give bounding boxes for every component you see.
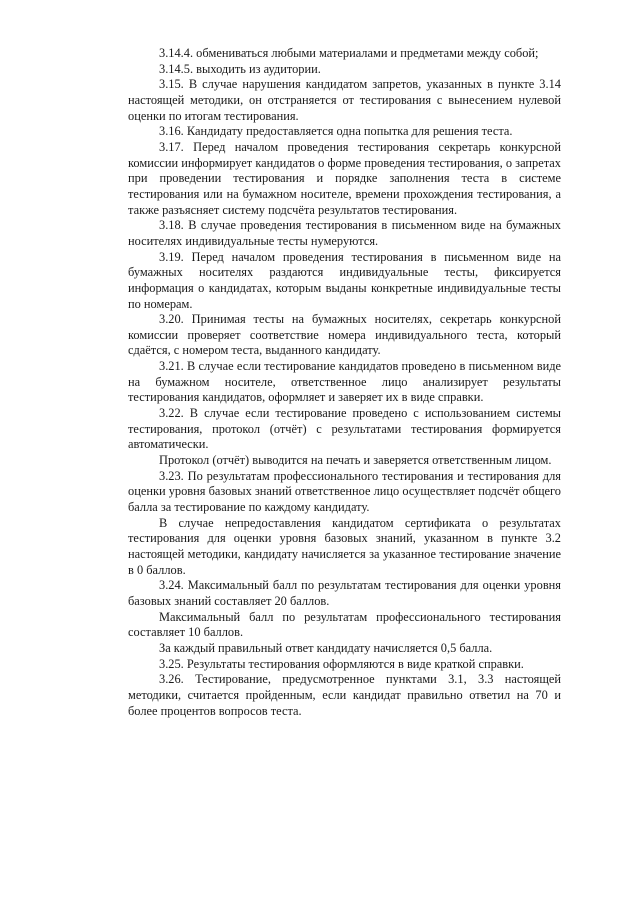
paragraph-3-22: 3.22. В случае если тестирование проведено с использованием системы тестирования, протокол (отчёт) с результатами тестирования формируется автоматически. [128,406,561,452]
paragraph-3-14-5: 3.14.5. выходить из аудитории. [159,61,321,76]
document-body [128,46,561,719]
paragraph-max-professional-score: Максимальный балл по результатам профессионального тестирования составляет 10 баллов. [128,609,561,640]
paragraph-3-25: 3.25. Результаты тестирования оформляются в виде краткой справки. [159,656,524,671]
paragraph-3-21: 3.21. В случае если тестирование кандидатов проведено в письменном виде на бумажном носителе, ответственное лицо анализирует результаты тестирования кандидатов, оформляет и заверяет их в виде справки. [128,359,561,405]
paragraph-3-17: 3.17. Перед началом проведения тестирования секретарь конкурсной комиссии информирует кандидатов о форме проведения тестирования, о запретах при проведении тестирования и порядке заполнения теста в системе тестирования или на бумажном носителе, времени прохождения тестирования, а также разъясняет систему подсчёта результатов тестирования. [128,139,561,217]
paragraph-3-14-4: 3.14.4. обмениваться любыми материалами и предметами между собой; [159,46,539,60]
paragraph-3-24: 3.24. Максимальный балл по результатам тестирования для оценки уровня базовых знаний составляет 20 баллов. [128,578,561,608]
paragraph-3-23: 3.23. По результатам профессионального тестирования и тестирования для оценки уровня базовых знаний ответственное лицо осуществляет подсчёт общего балла за тестирование по каждому кандидату. [128,468,561,515]
paragraph-certificate-absent: В случае непредоставления кандидатом сертификата о результатах тестирования для оценки уровня базовых знаний, указанном в пункте 3.2 настоящей методики, кандидату начисляется за указанное тестирование значение в 0 баллов. [128,515,561,577]
paragraph-protocol-print: Протокол (отчёт) выводится на печать и заверяется ответственным лицом. [159,453,552,468]
paragraph-points-per-answer: За каждый правильный ответ кандидату начисляется 0,5 балла. [159,640,493,655]
paragraph-3-20: 3.20. Принимая тесты на бумажных носителях, секретарь конкурсной комиссии проверяет соответствие номера индивидуального теста, который сдаётся, с номером теста, выданного кандидату. [128,312,561,358]
paragraph-3-19: 3.19. Перед началом проведения тестирования в письменном виде на бумажных носителях раздаются индивидуальные тесты, фиксируется информация о кандидатах, которым выданы конкретные индивидуальные тесты по номерам. [128,249,561,311]
paragraph-3-18: 3.18. В случае проведения тестирования в письменном виде на бумажных носителях индивидуальные тесты нумеруются. [128,218,561,248]
paragraph-3-15: 3.15. В случае нарушения кандидатом запретов, указанных в пункте 3.14 настоящей методики, он отстраняется от тестирования с вынесением нулевой оценки по итогам тестирования. [128,77,561,123]
paragraph-3-26: 3.26. Тестирование, предусмотренное пунктами 3.1, 3.3 настоящей методики, считается пройденным, если кандидат правильно ответил на 70 и более процентов вопросов теста. [128,672,561,718]
paragraph-3-16: 3.16. Кандидату предоставляется одна попытка для решения теста. [159,124,513,139]
